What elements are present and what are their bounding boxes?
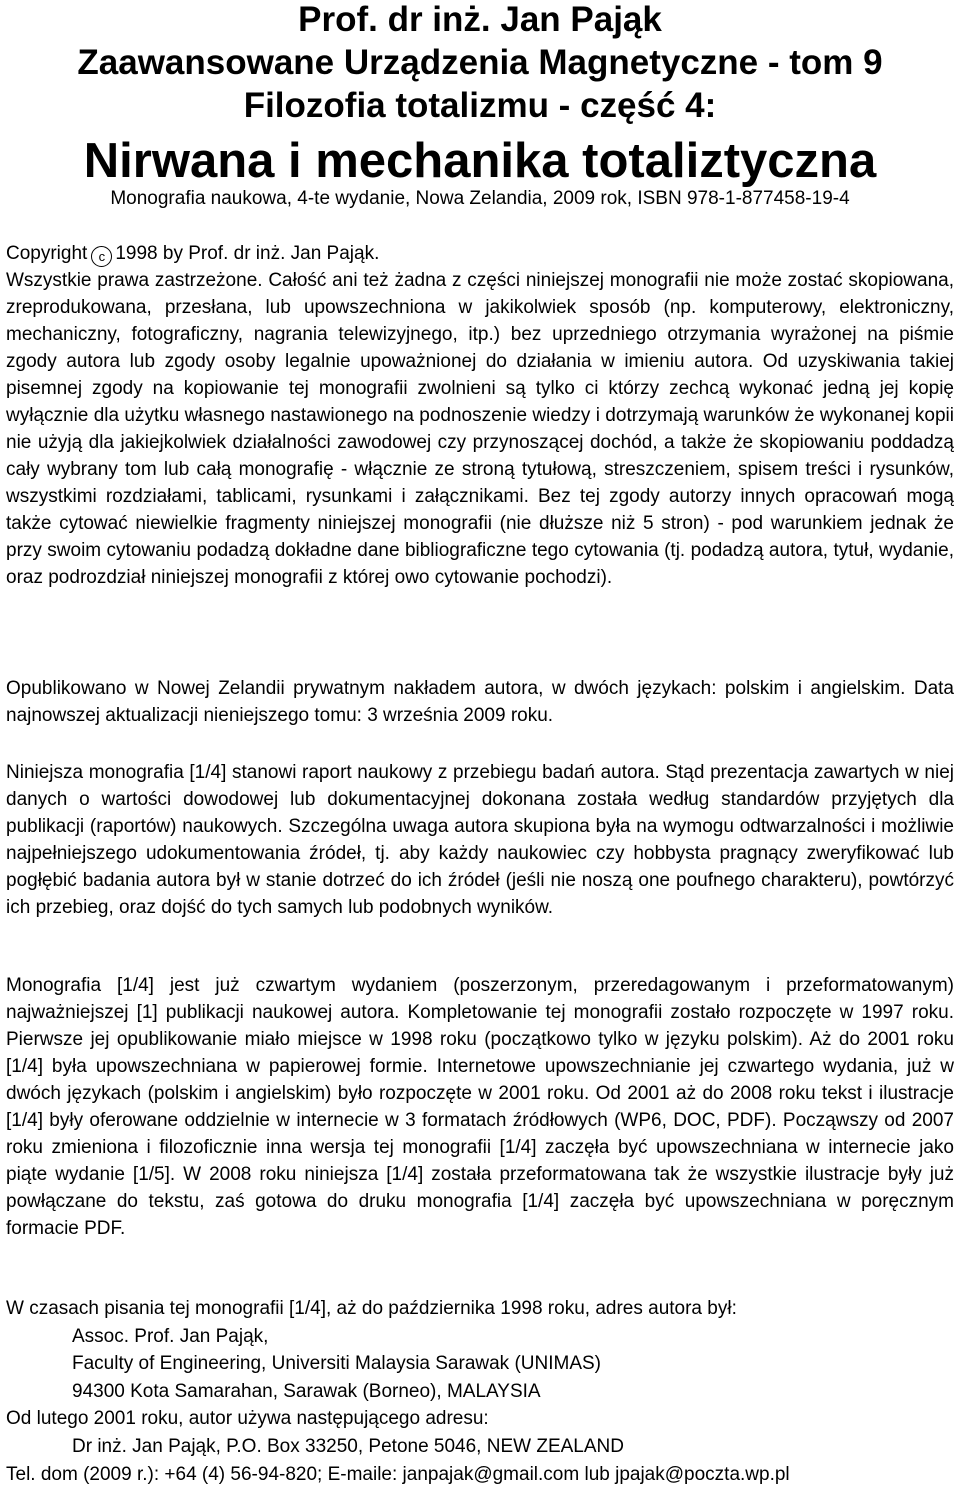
published-text: Opublikowano w Nowej Zelandii prywatnym nakładem autora, w dwóch językach: polskim i angielskim. Data najnowszej aktualizacji nieniejszego tomu: 3 września 2009 roku. [6, 678, 954, 726]
copyright-icon: c [91, 246, 112, 267]
edition-text: Monografia [1/4] jest już czwartym wydaniem (poszerzonym, przeredagowanym i przeformatowanym) najważniejszej [1] publikacji naukowej autora. Kompletowanie tej monografii zostało rozpoczęte w 1997 roku. Pierwsze jej opublikowanie miało miejsce w 1998 roku (początkowo tylko w języku polskim). Aż do 2001 roku [1/4] była upowszechniana w papierowej formie. Internetowe upowszechnianie jej czwartego wydania, już w dwóch językach (polskim i angielskim) było rozpoczęte w 2001 roku. Od 2001 aż do 2008 roku tekst i ilustracje [1/4] były oferowane oddzielnie w internecie w 3 formatach źródłowych (WP6, DOC, PDF). Począwszy od 2007 roku zmieniona i filozoficznie inna wersja tej monografii [1/4] zaczęła być upowszechniana w internecie jako piąte wydanie [1/5]. W 2008 roku niniejsza [1/4] została przeformatowana tak że wszystkie ilustracje były już powłączane do tekstu, zaś gotowa do druku monografia [1/4] zaczęła być upowszechniana w poręcznym formacie PDF. [6, 975, 954, 1239]
contact-line: Tel. dom (2009 r.): +64 (4) 56-94-820; E-maile: janpajak@gmail.com lub jpajak@poczta.wp.pl [6, 1463, 790, 1485]
copyright-text: Wszystkie prawa zastrzeżone. Całość ani też żadna z części niniejszej monografii nie może zostać skopiowana, zreprodukowana, przesłana, lub upowszechniona w jakikolwiek sposób (np. komputerowy, elektroniczny, mechaniczny, fotograficzny, nagrania telewizyjnego, itp.) bez uprzedniego otrzymania wyrażonej na piśmie zgody autora lub zgody osoby legalnie upoważnionej do działania w imieniu autora. Od uzyskiwania takiej pisemnej zgody na kopiowanie tej monografii zwolnieni są tylko ci którzy zechcą wykonać jedną jej kopię wyłącznie dla użytku własnego nastawionego na podnoszenie wiedzy i dotrzymają warunków że wykonanej kopii nie użyją dla jakiejkolwiek działalności zawodowej czy przynoszącej dochód, a także że skopiowaniu poddadzą cały wybrany tom lub całą monografię - włącznie ze stroną tytułową, streszczeniem, spisem treści i rysunków, wszystkimi rozdziałami, tablicami, rysunkami i załącznikami. Bez tej zgody autorzy innych opracowań mogą także cytować niewielkie fragmenty niniejszej monografii (nie dłuższe niż 5 stron) - pod warunkiem jednak że przy swoim cytowaniu podadzą dokładne dane bibliograficzne tego cytowania (tj. podadzą autora, tytuł, wydanie, oraz podrozdział niniejszej monografii z której owo cytowanie pochodzi). [6, 270, 954, 588]
edition-section [6, 972, 954, 1242]
address-since: Od lutego 2001 roku, autor używa następującego adresu: [6, 1408, 489, 1430]
address-intro: W czasach pisania tej monografii [1/4], aż do października 1998 roku, adres autora był: [6, 1298, 737, 1319]
subtitle-line: Monografia naukowa, 4-te wydanie, Nowa Zelandia, 2009 rok, ISBN 978-1-877458-19-4 [110, 188, 850, 209]
author-heading: Prof. dr inż. Jan Pająk [298, 0, 662, 39]
address-current: Dr inż. Jan Pająk, P.O. Box 33250, Petone 5046, NEW ZEALAND [72, 1435, 624, 1457]
copyright-line [6, 240, 954, 267]
copyright-section [6, 240, 954, 591]
address-line-1: Assoc. Prof. Jan Pająk, [72, 1325, 269, 1347]
copyright-prefix: Copyright [6, 243, 88, 264]
address-line-3: 94300 Kota Samarahan, Sarawak (Borneo), MALAYSIA [72, 1380, 541, 1402]
address-section [6, 1295, 954, 1488]
report-text: Niniejsza monografia [1/4] stanowi raport naukowy z przebiegu badań autora. Stąd prezentacja zawartych w niej danych o wartości dowodowej lub dokumentacyjnej dokonana została według standardów przyjętych dla publikacji (raportów) naukowych. Szczególna uwaga autora skupiona była na wymogu odtwarzalności i możliwie najpełniejszego udokumentowania źródeł, tj. aby każdy naukowiec czy hobbysta pragnący zweryfikować lub pogłębić badania autora był w stanie dotrzeć do ich źródeł (jeśli nie noszą one poufnego charakteru), powtórzyć ich przebieg, oraz dojść do tych samych lub podobnych wyników. [6, 762, 954, 918]
series-heading: Zaawansowane Urządzenia Magnetyczne - tom 9 [77, 43, 883, 82]
address-line-2: Faculty of Engineering, Universiti Malaysia Sarawak (UNIMAS) [72, 1353, 602, 1375]
copyright-holder: 1998 by Prof. dr inż. Jan Pająk. [115, 243, 380, 264]
part-heading: Filozofia totalizmu - część 4: [243, 86, 717, 125]
report-section [6, 759, 954, 921]
main-title: Nirwana i mechanika totaliztyczna [83, 134, 877, 188]
published-section [6, 675, 954, 729]
